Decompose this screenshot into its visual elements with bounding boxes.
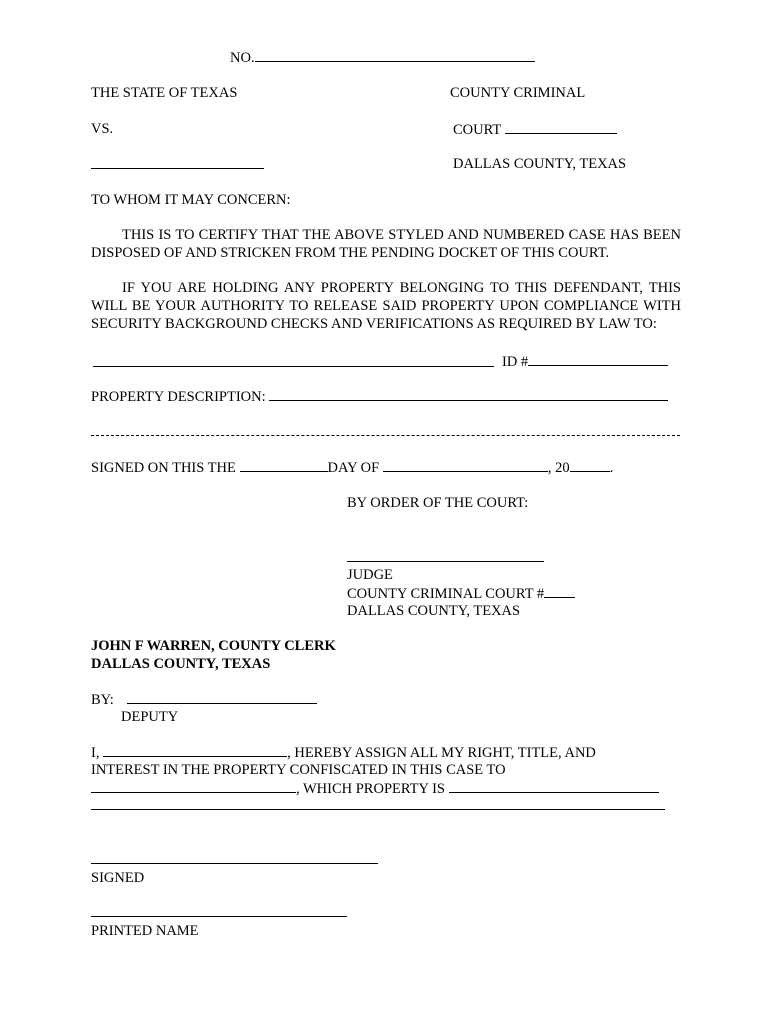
printed-name-label: PRINTED NAME	[91, 923, 199, 939]
assignee-name-field[interactable]	[91, 779, 296, 793]
month-field[interactable]	[383, 458, 548, 472]
county-clerk-name: JOHN F WARREN, COUNTY CLERK	[91, 638, 336, 654]
judge-court-line	[347, 584, 575, 603]
defendant-name-field[interactable]	[91, 168, 264, 169]
id-number-field[interactable]	[528, 352, 668, 366]
property-field[interactable]	[449, 779, 659, 793]
property-description-line	[91, 387, 668, 406]
hereby-assign-text: , HEREBY ASSIGN ALL MY RIGHT, TITLE, AND	[287, 745, 596, 761]
court-label: COURT	[453, 122, 502, 138]
by-label: BY:	[91, 692, 114, 708]
deputy-label: DEPUTY	[121, 709, 179, 725]
property-description-continuation-field[interactable]	[91, 435, 680, 436]
assignment-line-1	[91, 743, 596, 762]
period: .	[609, 460, 614, 476]
which-property-text: , WHICH PROPERTY IS	[296, 781, 445, 797]
day-field[interactable]	[240, 458, 328, 472]
printed-name-field[interactable]	[91, 916, 347, 917]
judge-signature-field[interactable]	[347, 561, 544, 562]
id-number-line	[502, 352, 668, 371]
county-clerk-county: DALLAS COUNTY, TEXAS	[91, 656, 271, 672]
case-number-line	[230, 48, 535, 67]
clerk-by-line	[91, 690, 317, 709]
property-description-label: PROPERTY DESCRIPTION:	[91, 389, 266, 405]
authority-paragraph: IF YOU ARE HOLDING ANY PROPERTY BELONGING TO THIS DEFENDANT, THIS WILL BE YOUR AUTHORITY TO RELEASE SAID PROPERTY UPON COMPLIANCE WITH SECURITY BACKGROUND CHECKS AND VERIFICATIONS AS REQUIRED BY LAW TO:	[91, 280, 681, 332]
property-continuation-field[interactable]	[91, 809, 665, 810]
salutation: TO WHOM IT MAY CONCERN:	[91, 192, 291, 208]
court-number-field[interactable]	[505, 120, 617, 134]
county-criminal-heading: COUNTY CRIMINAL	[450, 85, 586, 101]
day-of-label: DAY OF	[327, 460, 380, 476]
assignor-name-field[interactable]	[103, 743, 287, 757]
signed-on-label: SIGNED ON THIS THE	[91, 460, 236, 476]
judge-label: JUDGE	[347, 567, 393, 583]
by-order-of-court: BY ORDER OF THE COURT:	[347, 495, 529, 511]
i-label: I,	[91, 745, 100, 761]
release-to-field[interactable]	[93, 366, 494, 367]
year-prefix: , 20	[547, 460, 570, 476]
judge-county: DALLAS COUNTY, TEXAS	[347, 603, 521, 619]
assignment-line-2: INTEREST IN THE PROPERTY CONFISCATED IN THIS CASE TO	[91, 762, 506, 778]
judge-court-label: COUNTY CRIMINAL COURT #	[347, 586, 545, 602]
court-line	[453, 120, 617, 139]
deputy-signature-field[interactable]	[127, 690, 317, 704]
certify-paragraph: THIS IS TO CERTIFY THAT THE ABOVE STYLED AND NUMBERED CASE HAS BEEN DISPOSED OF AND STRICKEN FROM THE PENDING DOCKET OF THIS COURT.	[91, 227, 681, 261]
year-field[interactable]	[570, 458, 610, 472]
signature-field[interactable]	[91, 863, 378, 864]
assignment-line-3	[91, 779, 659, 798]
case-number-label: NO.	[230, 50, 255, 66]
signed-label: SIGNED	[91, 870, 145, 886]
property-description-field[interactable]	[269, 387, 668, 401]
signed-on-line	[91, 458, 613, 477]
dallas-county-heading: DALLAS COUNTY, TEXAS	[453, 156, 627, 172]
judge-court-number-field[interactable]	[544, 584, 575, 598]
case-number-field[interactable]	[255, 48, 535, 62]
state-of-texas: THE STATE OF TEXAS	[91, 85, 238, 101]
id-label: ID #	[502, 354, 529, 370]
versus-label: VS.	[91, 121, 114, 137]
